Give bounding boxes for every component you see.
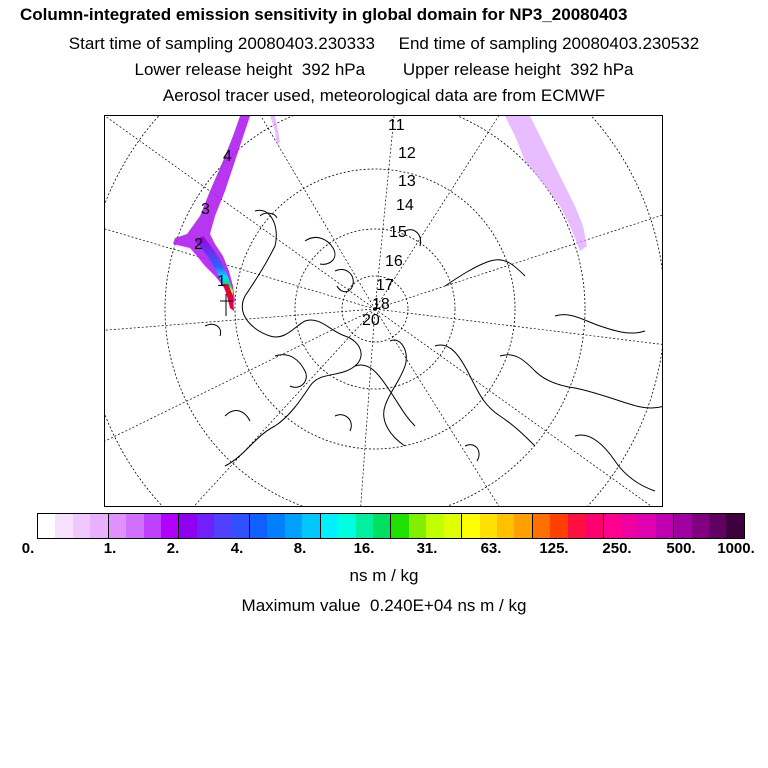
coastlines: [205, 210, 663, 491]
colorbar-cell: [179, 514, 196, 538]
colorbar-cell: [638, 514, 655, 538]
colorbar-cell: [55, 514, 72, 538]
colorbar-tick-label: 16.: [353, 540, 375, 557]
colorbar-cell: [356, 514, 373, 538]
colorbar-cell: [480, 514, 497, 538]
colorbar-cell: [692, 514, 709, 538]
colorbar-cell: [232, 514, 250, 538]
colorbar: [37, 513, 745, 539]
colorbar-cell: [514, 514, 532, 538]
colorbar-cell: [568, 514, 585, 538]
colorbar-cell: [621, 514, 638, 538]
colorbar-cell: [302, 514, 320, 538]
colorbar-cell: [197, 514, 214, 538]
colorbar-tick-label: 250.: [602, 540, 632, 557]
day-label-4: 4: [223, 148, 232, 165]
day-label-16: 16: [385, 253, 403, 270]
day-label-20: 20: [362, 312, 380, 329]
sampling-times: Start time of sampling 20080403.230333 End time of sampling 20080403.230532: [68, 34, 700, 53]
colorbar-cell: [161, 514, 179, 538]
colorbar-cell: [604, 514, 621, 538]
colorbar-tick-label: 63.: [480, 540, 502, 557]
colorbar-tick-label: 1.: [103, 540, 117, 557]
colorbar-cell: [373, 514, 391, 538]
polar-map: [105, 116, 663, 507]
faint-plume-right: [270, 116, 587, 251]
colorbar-tick-label: 1000.: [717, 540, 755, 557]
colorbar-cell: [73, 514, 90, 538]
day-label-1: 1: [217, 273, 226, 290]
colorbar-cell: [550, 514, 567, 538]
day-label-13: 13: [398, 173, 416, 190]
colorbar-cell: [338, 514, 355, 538]
colorbar-cell: [585, 514, 603, 538]
colorbar-tick-label: 500.: [666, 540, 696, 557]
colorbar-cell: [109, 514, 126, 538]
day-label-3: 3: [201, 201, 210, 218]
colorbar-cell: [126, 514, 143, 538]
maximum-value-label: Maximum value 0.240E+04 ns m / kg: [241, 596, 527, 615]
plot-title: Column-integrated emission sensitivity in global domain for NP3_20080403: [20, 5, 628, 24]
day-label-12: 12: [398, 145, 416, 162]
day-label-18: 18: [372, 296, 390, 313]
colorbar-cell: [726, 514, 743, 538]
colorbar-cell: [709, 514, 726, 538]
colorbar-cell: [426, 514, 443, 538]
release-heights: Lower release height 392 hPa Upper release height 392 hPa: [134, 60, 634, 79]
colorbar-cell: [533, 514, 550, 538]
colorbar-cell: [214, 514, 231, 538]
colorbar-cell: [38, 514, 55, 538]
colorbar-cell: [409, 514, 426, 538]
colorbar-tick-label: 2.: [166, 540, 180, 557]
emission-plume: [173, 116, 250, 316]
units-label: ns m / kg: [349, 566, 419, 585]
map-panel: [104, 115, 663, 507]
colorbar-tick-label: 0.: [21, 540, 35, 557]
tracer-info: Aerosol tracer used, meteorological data are from ECMWF: [162, 86, 606, 105]
colorbar-tick-label: 8.: [293, 540, 307, 557]
colorbar-cell: [656, 514, 674, 538]
colorbar-tick-label: 125.: [539, 540, 569, 557]
colorbar-cell: [250, 514, 267, 538]
colorbar-cell: [391, 514, 408, 538]
colorbar-tick-label: 31.: [416, 540, 438, 557]
trajectory-day-labels: [194, 117, 416, 329]
colorbar-cell: [462, 514, 479, 538]
day-label-2: 2: [194, 236, 203, 253]
colorbar-cell: [674, 514, 691, 538]
colorbar-cell: [285, 514, 302, 538]
day-label-11: 11: [388, 117, 405, 134]
colorbar-cell: [267, 514, 284, 538]
colorbar-tick-label: 4.: [230, 540, 244, 557]
colorbar-cell: [444, 514, 462, 538]
colorbar-cell: [90, 514, 108, 538]
colorbar-cell: [144, 514, 161, 538]
day-label-17: 17: [376, 277, 394, 294]
day-label-14: 14: [396, 197, 414, 214]
colorbar-cell: [497, 514, 514, 538]
day-label-15: 15: [389, 224, 407, 241]
colorbar-cell: [321, 514, 338, 538]
